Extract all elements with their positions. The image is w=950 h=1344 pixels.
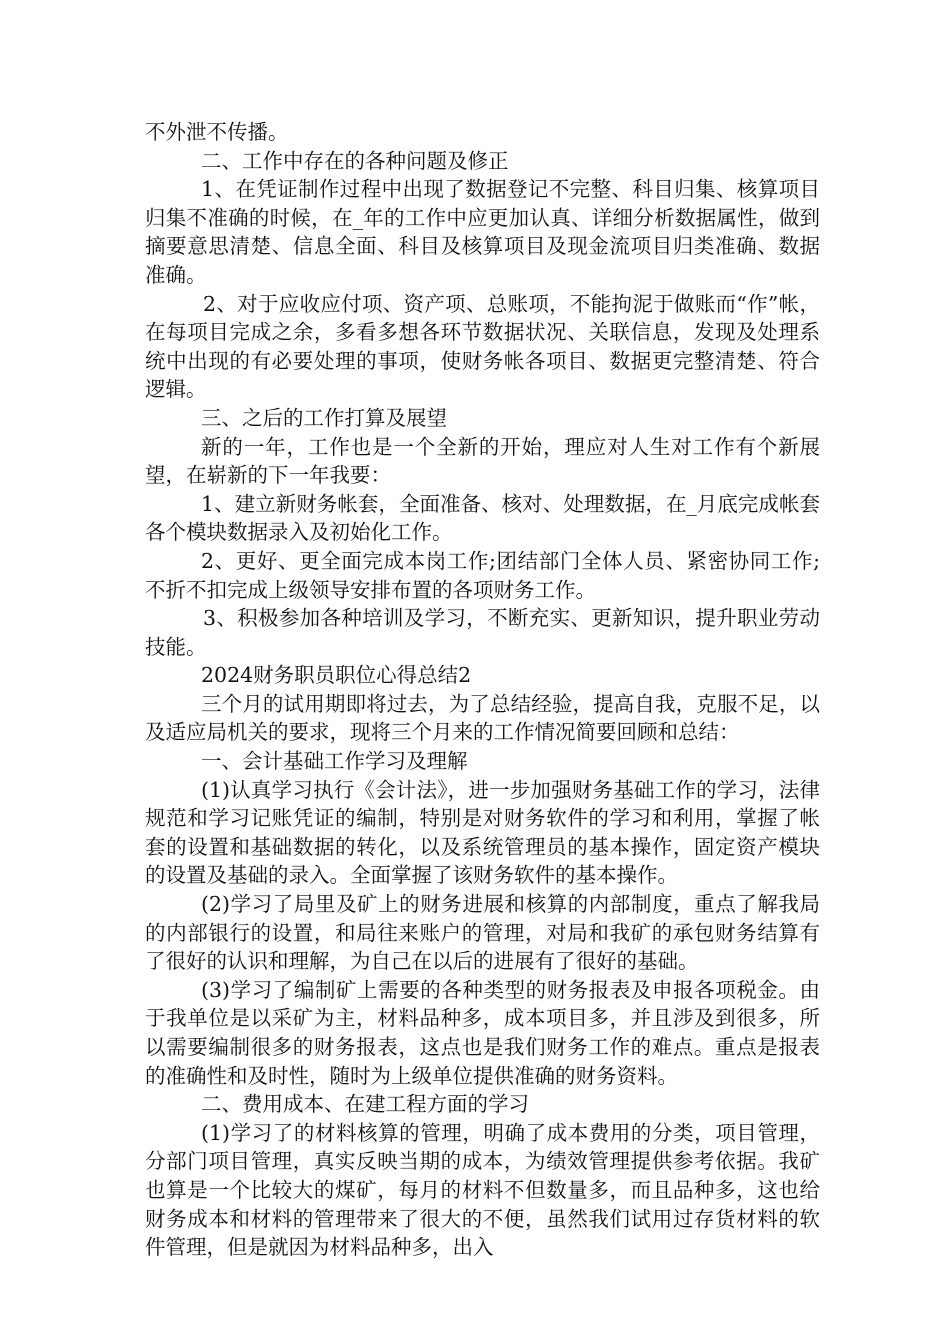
paragraph: 不外泄不传播。 [145,120,289,144]
paragraph: (1)学习了的材料核算的管理，明确了成本费用的分类，项目管理，分部门项目管理，真实反映当期的成本，为绩效管理提供参考依据。我矿也算是一个比较大的煤矿，每月的材料不但数量多，而且品种多，这也给财务成本和材料的管理带来了很大的不便，虽然我们试用过存货材料的软件管理，但是就因为材料品种多，出入 [145,1120,820,1260]
paragraph: 2、更好、更全面完成本岗工作;团结部门全体人员、紧密协同工作;不折不扣完成上级领导安排布置的各项财务工作。 [145,548,820,602]
section-heading: 三、之后的工作打算及展望 [201,405,447,430]
paragraph: 2、对于应收应付项、资产项、总账项，不能拘泥于做账而“作”帐，在每项目完成之余，多看多想各环节数据状况、关联信息，发现及处理系统中出现的有必要处理的事项，使财务帐各项目、数据更完整清楚、符合逻辑。 [145,291,820,402]
paragraph: 1、建立新财务帐套，全面准备、核对、处理数据，在_月底完成帐套各个模块数据录入及初始化工作。 [145,491,820,545]
document-subtitle: 2024财务职员职位心得总结2 [201,663,472,688]
section-heading: 二、工作中存在的各种问题及修正 [201,148,509,173]
paragraph: 3、积极参加各种培训及学习，不断充实、更新知识，提升职业劳动技能。 [145,606,820,659]
paragraph: 新的一年，工作也是一个全新的开始，理应对人生对工作有个新展望，在崭新的下一年我要： [145,434,820,488]
document-body [145,118,820,1262]
paragraph: (3)学习了编制矿上需要的各种类型的财务报表及申报各项税金。由于我单位是以采矿为主，材料品种多，成本项目多，并且涉及到很多，所以需要编制很多的财务报表，这点也是我们财务工作的难点。重点是报表的准确性和及时性，随时为上级单位提供准确的财务资料。 [145,977,820,1088]
section-heading: 二、费用成本、在建工程方面的学习 [201,1092,529,1117]
paragraph: (2)学习了局里及矿上的财务进展和核算的内部制度，重点了解我局的内部银行的设置，和局往来账户的管理，对局和我矿的承包财务结算有了很好的认识和理解，为自己在以后的进展有了很好的基础。 [145,892,820,974]
section-heading: 一、会计基础工作学习及理解 [201,749,468,774]
paragraph: (1)认真学习执行《会计法》，进一步加强财务基础工作的学习，法律规范和学习记账凭证的编制，特别是对财务软件的学习和利用，掌握了帐套的设置和基础数据的转化，以及系统管理员的基本操作，固定资产模块的设置及基础的录入。全面掌握了该财务软件的基本操作。 [145,777,820,888]
paragraph: 三个月的试用期即将过去，为了总结经验，提高自我，克服不足，以及适应局机关的要求，现将三个月来的工作情况简要回顾和总结： [145,691,820,745]
paragraph: 1、在凭证制作过程中出现了数据登记不完整、科目归集、核算项目归集不准确的时候，在_年的工作中应更加认真、详细分析数据属性，做到摘要意思清楚、信息全面、科目及核算项目及现金流项目归类准确、数据准确。 [145,177,820,287]
